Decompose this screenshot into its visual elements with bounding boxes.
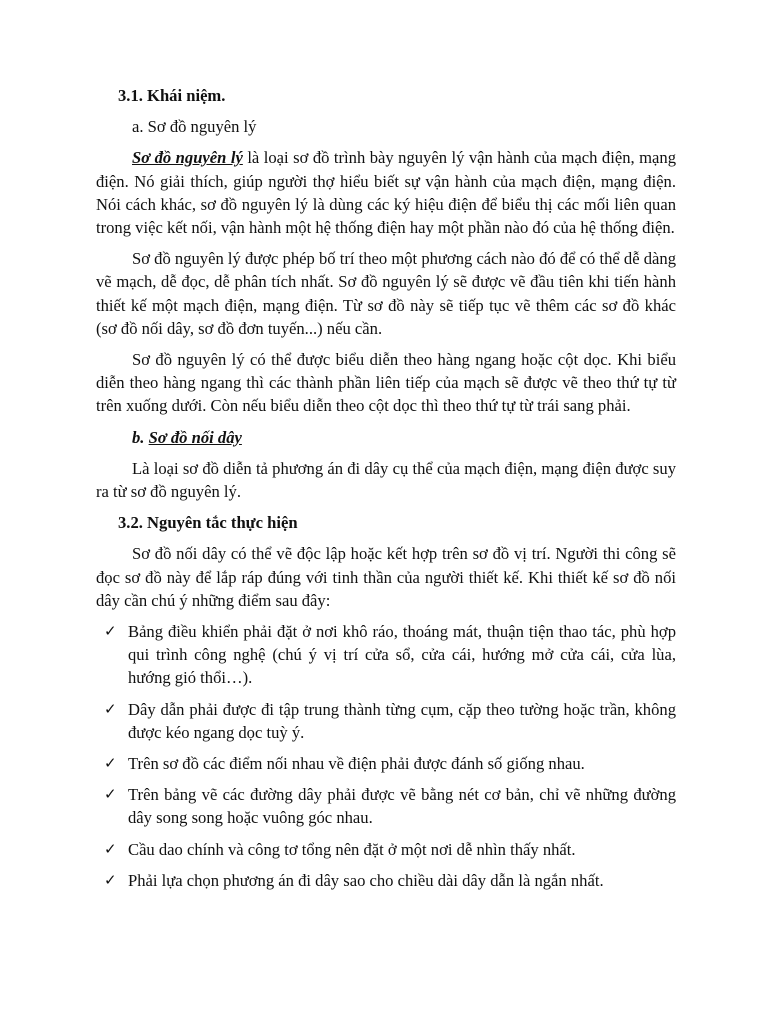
list-item (96, 838, 676, 861)
list-item-text: Trên sơ đồ các điểm nối nhau về điện phải được đánh số giống nhau. (128, 754, 585, 774)
checkmark-icon: ✓ (104, 785, 117, 804)
list-item-text: Phải lựa chọn phương án đi dây sao cho chiều dài dây dẫn là ngắn nhất. (128, 870, 604, 890)
list-item (96, 752, 676, 775)
subheading-b (132, 426, 676, 449)
list-item-text: Dây dẫn phải được đi tập trung thành từng cụm, cặp theo tường hoặc trần, không được kéo ngang dọc tuỳ ý. (128, 699, 676, 742)
checkmark-icon: ✓ (104, 699, 117, 718)
checkmark-icon: ✓ (104, 870, 117, 889)
list-item-text: Cầu dao chính và công tơ tổng nên đặt ở một nơi dễ nhìn thấy nhất. (128, 839, 576, 859)
paragraph-schematic-orientation: Sơ đồ nguyên lý có thể được biểu diễn theo hàng ngang hoặc cột dọc. Khi biểu diễn theo hàng ngang thì các thành phần liên tiếp của mạch sẽ được vẽ theo thứ tự từ trên xuống dưới. Còn nếu biểu diễn theo cột dọc thì theo thứ tự từ trái sang phải. (96, 350, 676, 416)
list-item (96, 698, 676, 744)
subheading-a: a. Sơ đồ nguyên lý (132, 117, 257, 137)
checkmark-icon: ✓ (104, 622, 117, 641)
paragraph-wiring-definition: Là loại sơ đồ diễn tả phương án đi dây cụ thể của mạch điện, mạng điện được suy ra từ sơ đồ nguyên lý. (96, 458, 676, 502)
checklist (96, 620, 676, 892)
paragraph-definition-text: là loại sơ đồ trình bày nguyên lý vận hành của mạch điện, mạng điện. Nó giải thích, giúp người thợ hiểu biết sự vận hành của mạch điện, mạng điện. Nói cách khác, sơ đồ nguyên lý là dùng các ký hiệu điện để biểu thị các mối liên quan trong việc kết nối, vận hành một hệ thống điện hay một phần nào đó của hệ thống điện. (96, 148, 676, 238)
term-wiring-diagram: Sơ đồ nối dây (148, 427, 242, 447)
list-item (96, 783, 676, 829)
document-body (96, 84, 676, 900)
list-item-text: Trên bảng vẽ các đường dây phải được vẽ bằng nét cơ bản, chỉ vẽ những đường dây song song hoặc vuông góc nhau. (128, 785, 676, 828)
checkmark-icon: ✓ (104, 839, 117, 858)
paragraph-principles-intro: Sơ đồ nối dây có thể vẽ độc lập hoặc kết hợp trên sơ đồ vị trí. Người thi công sẽ đọc sơ đồ này để lắp ráp đúng với tinh thần của người thiết kế. Khi thiết kế sơ đồ nối dây cần chú ý những điểm sau đây: (96, 544, 676, 610)
subheading-b-prefix: b. (132, 427, 149, 447)
paragraph-definition-schematic (96, 146, 676, 239)
section-title-3-1: 3.1. Khái niệm. (118, 86, 226, 105)
term-schematic: Sơ đồ nguyên lý (132, 148, 243, 168)
section-title-3-2: 3.2. Nguyên tắc thực hiện (118, 513, 298, 533)
paragraph-schematic-layout: Sơ đồ nguyên lý được phép bố trí theo một phương cách nào đó để có thể dễ dàng vẽ mạch, dễ đọc, dễ phân tích nhất. Sơ đồ nguyên lý sẽ được vẽ đầu tiên khi tiến hành thiết kế một mạch điện, mạng điện. Từ sơ đồ này sẽ tiếp tục vẽ thêm các sơ đồ khác (sơ đồ nối dây, sơ đồ đơn tuyến...) nếu cần. (96, 249, 676, 338)
list-item (96, 620, 676, 690)
list-item (96, 869, 676, 892)
list-item-text: Bảng điều khiển phải đặt ở nơi khô ráo, thoáng mát, thuận tiện thao tác, phù hợp qui trình công nghệ (chú ý vị trí cửa sổ, cửa cái, hướng mở cửa cái, cửa lùa, hướng gió thổi…). (128, 622, 676, 688)
checkmark-icon: ✓ (104, 754, 117, 773)
